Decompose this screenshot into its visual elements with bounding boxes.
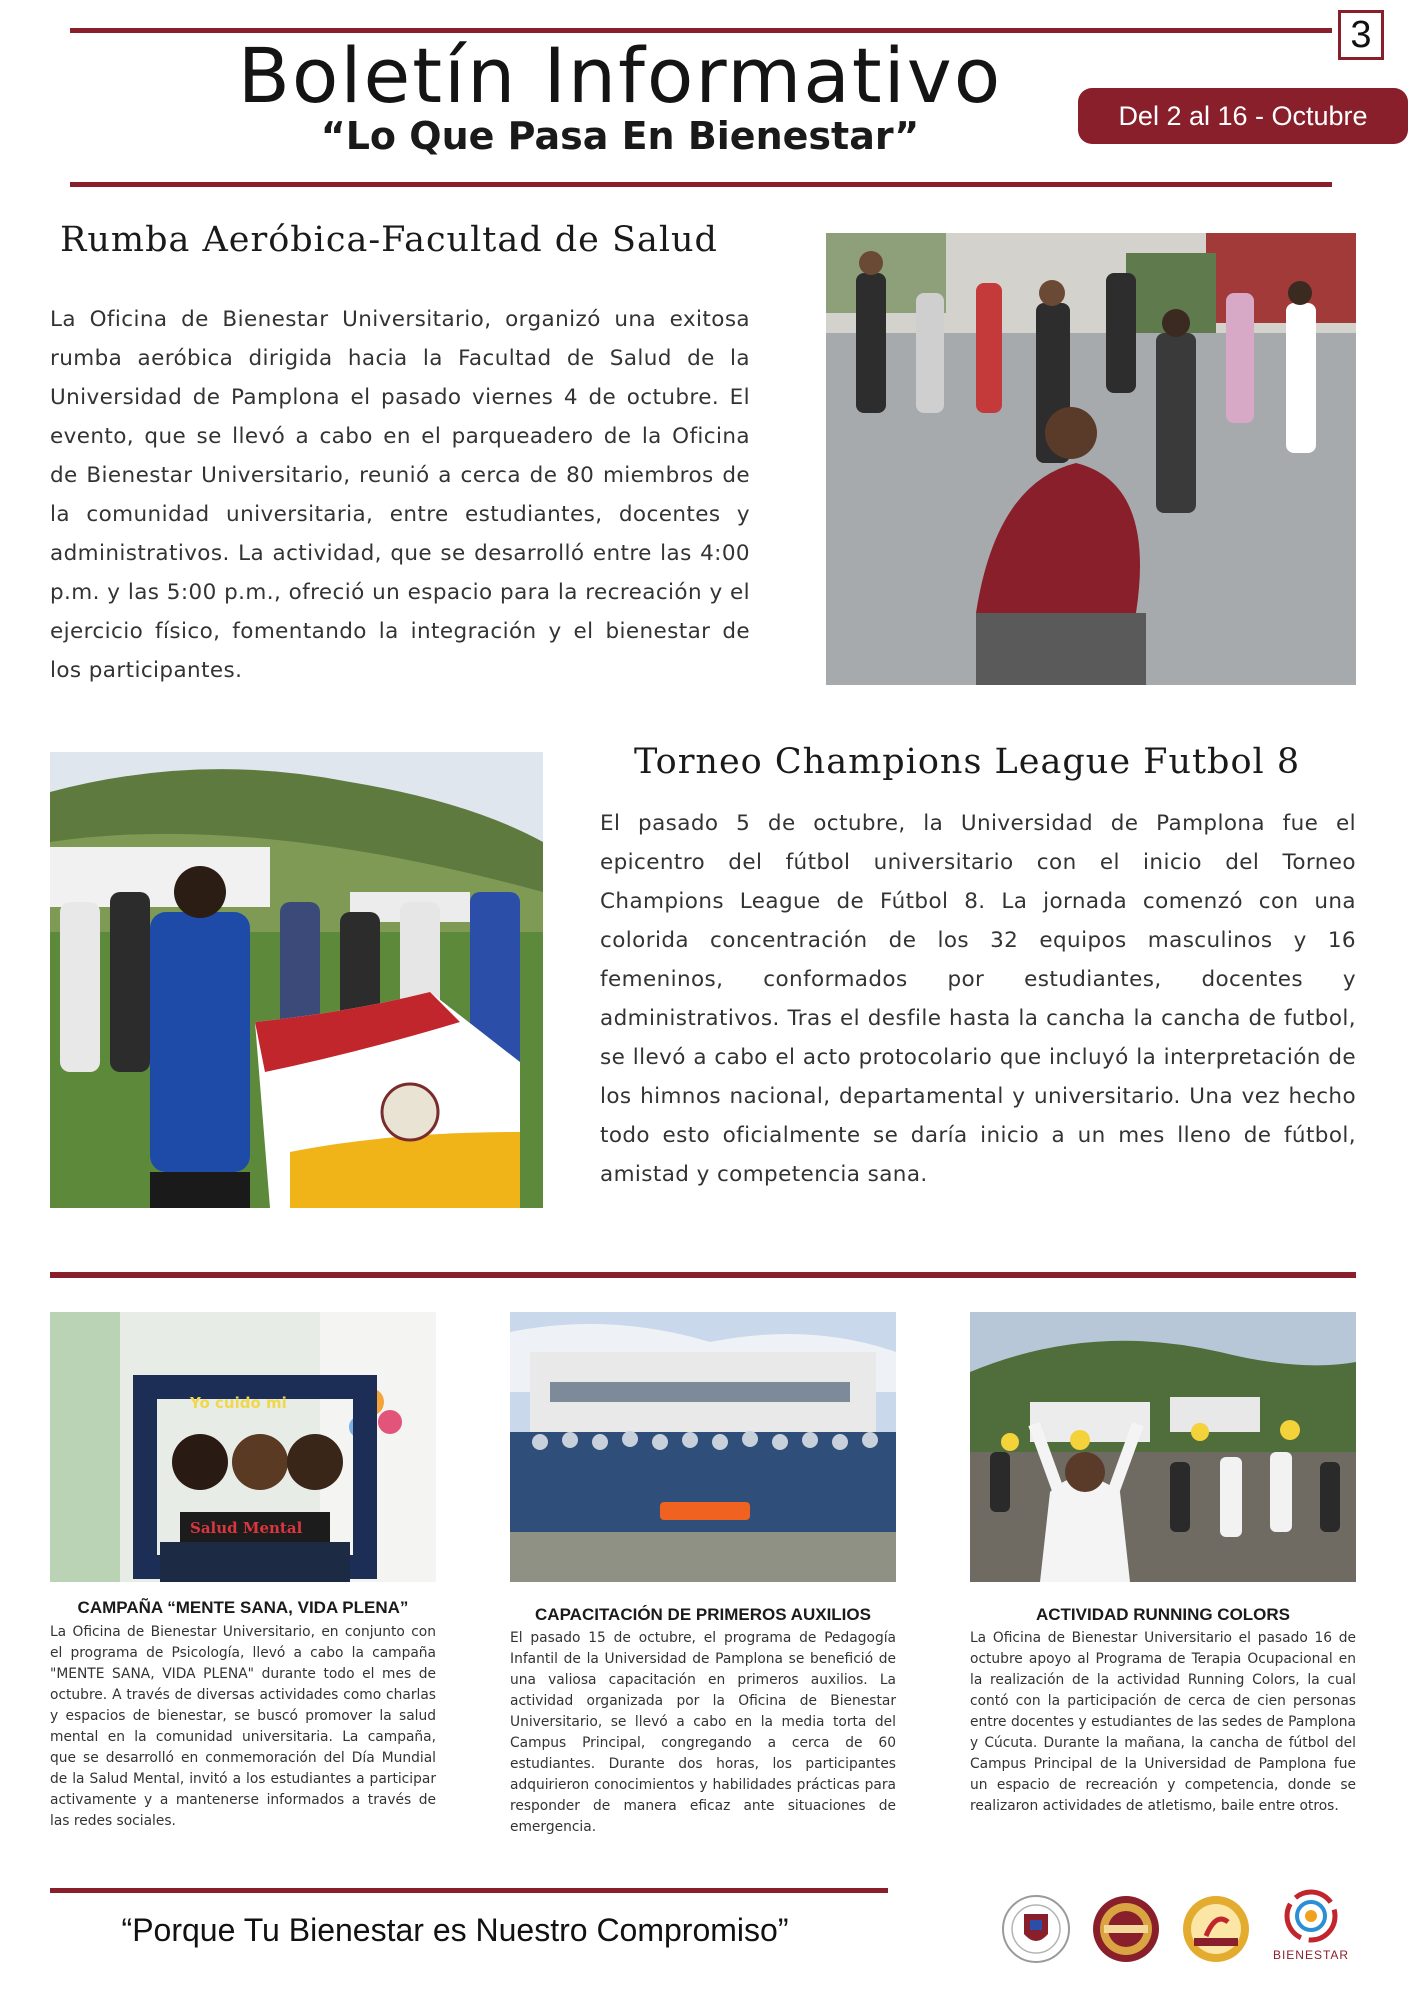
campana-sign-bottom: Salud Mental <box>190 1519 303 1537</box>
bienestar-logo <box>1266 1888 1356 1968</box>
torneo-photo <box>50 752 543 1208</box>
campana-heading: CAMPAÑA “MENTE SANA, VIDA PLENA” <box>77 1598 409 1617</box>
rumba-body: La Oficina de Bienestar Universitario, organizó una exitosa rumba aeróbica dirigida hacia la Facultad de Salud de la Universidad de Pamplona el pasado viernes 4 de octubre. El evento, que se llevó a cabo en el parqueadero de la Oficina de Bienestar Universitario, reunió a cerca de 80 miembros de la comunidad universitaria, entre estudiantes, docentes y administrativos. La actividad, que se desarrolló entre las 4:00 p.m. y las 5:00 p.m., ofreció un espacio para la recreación y el ejercicio físico, fomentando la integración y el bienestar de los participantes. <box>50 307 750 683</box>
torneo-body: El pasado 5 de octubre, la Universidad de Pamplona fue el epicentro del fútbol universitario con el inicio del Torneo Champions League de Fútbol 8. La jornada comenzó con una colorida concentración de los 32 equipos masculinos y 16 femeninos, conformados por estudiantes, docentes y administrativos. Tras el desfile hasta la cancha la cancha de futbol, se llevó a cabo el acto protocolario que incluyó la interpretación de los himnos nacional, departamental y universitario. Una vez hecho todo esto oficialmente se daría inicio a un mes lleno de fútbol, amistad y competencia sana. <box>600 811 1356 1187</box>
campana-photo <box>50 1312 436 1582</box>
primeros-auxilios-photo <box>510 1312 896 1582</box>
rumba-heading: Rumba Aeróbica-Facultad de Salud <box>60 220 718 260</box>
running-colors-body: La Oficina de Bienestar Universitario el pasado 16 de octubre apoyo al Programa de Terapia Ocupacional en la realización de la actividad Running Colors, la cual contó con la participación de cerca de cien personas entre docentes y estudiantes de las sedes de Pamplona y Cúcuta. Durante la mañana, la cancha de fútbol del Campus Principal de la Universidad de Pamplona fue un espacio de recreación y competencia, donde se realizaron actividades de atletismo, baile entre otros. <box>970 1630 1356 1814</box>
header-bottom-rule <box>70 182 1332 187</box>
bulletin-title: Boletín Informativo <box>237 31 1003 120</box>
bienestar-logo-text: BIENESTAR <box>1272 1948 1350 1962</box>
date-range-badge: Del 2 al 16 - Octubre <box>1078 88 1408 144</box>
campana-body: La Oficina de Bienestar Universitario, en conjunto con el programa de Psicología, llevó a cabo la campaña "MENTE SANA, VIDA PLENA" durante todo el mes de octubre. A través de diversas actividades como charlas y espacios de bienestar, se buscó promover la salud mental en la comunidad universitaria. La campaña, que se desarrolló en conmemoración del Día Mundial de la Salud Mental, invitó a los estudiantes a participar activamente y a mantenerse informados a través de las redes sociales. <box>50 1624 436 1829</box>
running-colors-heading: ACTIVIDAD RUNNING COLORS <box>1035 1605 1291 1624</box>
primeros-auxilios-body: El pasado 15 de octubre, el programa de Pedagogía Infantil de la Universidad de Pamplona se benefició de una valiosa capacitación en primeros auxilios. La actividad organizada por la Oficina de Bienestar Universitario, se llevó a cabo en la media torta del Campus Principal, congregando a cerca de 60 estudiantes. Durante dos horas, los participantes adquirieron conocimientos y habilidades prácticas para responder de manera eficaz ante situaciones de emergencia. <box>510 1630 896 1835</box>
torneo-heading: Torneo Champions League Futbol 8 <box>634 742 1301 782</box>
footer-quote: “Porque Tu Bienestar es Nuestro Compromiso” <box>121 1912 789 1948</box>
bulletin-subtitle: “Lo Que Pasa En Bienestar” <box>320 114 920 158</box>
page-number: 3 <box>1338 10 1384 60</box>
campana-sign-top: Yo cuido mi <box>190 1394 287 1412</box>
running-colors-photo <box>970 1312 1356 1582</box>
award-seal-logo <box>1090 1892 1162 1966</box>
anniversary-seal-logo <box>1180 1892 1252 1966</box>
rumba-photo <box>826 233 1356 685</box>
section-rule <box>50 1272 1356 1278</box>
university-seal-logo <box>1000 1892 1072 1966</box>
footer-rule <box>50 1888 888 1893</box>
primeros-auxilios-heading: CAPACITACIÓN DE PRIMEROS AUXILIOS <box>535 1605 871 1624</box>
